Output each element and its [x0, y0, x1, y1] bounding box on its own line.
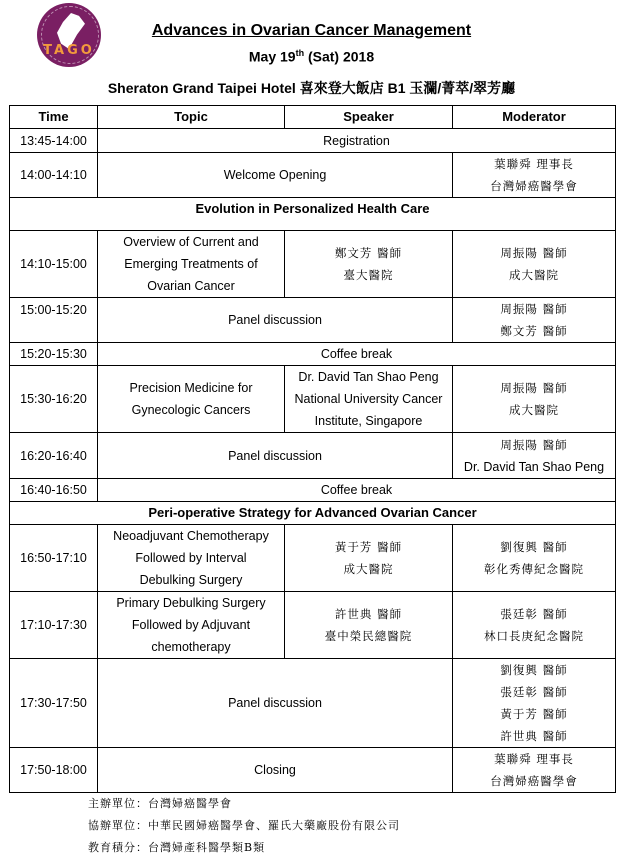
time-cell: 17:50-18:00 [10, 748, 98, 793]
time-cell: 16:40-16:50 [10, 479, 98, 502]
moderator-cell: 張廷彰 醫師 林口長庚紀念醫院 [453, 592, 616, 659]
speaker-cell: 黃于芳 醫師 成大醫院 [285, 525, 453, 592]
topic-cell: Neoadjuvant Chemotherapy Followed by Interval Debulking Surgery [98, 525, 285, 592]
table-row [10, 153, 616, 198]
credits-line: 教育積分：台灣婦產科醫學類B類 [88, 841, 266, 854]
table-row [10, 129, 616, 153]
topic-cell: Primary Debulking Surgery Followed by Adjuvant chemotherapy [98, 592, 285, 659]
logo-text: TAGO [43, 43, 95, 58]
table-row [10, 479, 616, 502]
time-cell: 15:20-15:30 [10, 343, 98, 366]
session-cell: Closing [98, 748, 453, 793]
table-header-row [10, 106, 616, 129]
table-row [10, 592, 616, 659]
co-organizer-line: 協辦單位：中華民國婦癌醫學會、羅氏大藥廠股份有限公司 [88, 819, 400, 832]
time-cell: 16:20-16:40 [10, 433, 98, 479]
section-title: Evolution in Personalized Health Care [10, 198, 616, 231]
agenda-table [9, 105, 616, 793]
speaker-cell: 鄭文芳 醫師 臺大醫院 [285, 231, 453, 298]
time-cell: 15:00-15:20 [10, 298, 98, 343]
session-cell: Panel discussion [98, 433, 453, 479]
speaker-cell: Dr. David Tan Shao Peng National University Cancer Institute, Singapore [285, 366, 453, 433]
session-cell: Registration [98, 129, 616, 153]
event-date: May 19th (Sat) 2018 [248, 48, 375, 65]
moderator-cell: 葉聯舜 理事長 台灣婦癌醫學會 [453, 153, 616, 198]
moderator-cell: 劉復興 醫師 張廷彰 醫師 黃于芳 醫師 許世典 醫師 [453, 659, 616, 748]
time-cell: 13:45-14:00 [10, 129, 98, 153]
col-speaker: Speaker [285, 106, 453, 129]
moderator-cell: 周振陽 醫師 成大醫院 [453, 231, 616, 298]
table-row [10, 659, 616, 748]
col-moderator: Moderator [453, 106, 616, 129]
table-row [10, 433, 616, 479]
organizer-line: 主辦單位：台灣婦癌醫學會 [88, 797, 232, 810]
topic-cell: Overview of Current and Emerging Treatments of Ovarian Cancer [98, 231, 285, 298]
section-row [10, 198, 616, 231]
time-cell: 15:30-16:20 [10, 366, 98, 433]
moderator-cell: 葉聯舜 理事長 台灣婦癌醫學會 [453, 748, 616, 793]
session-cell: Panel discussion [98, 659, 453, 748]
session-cell: Panel discussion [98, 298, 453, 343]
time-cell: 16:50-17:10 [10, 525, 98, 592]
moderator-cell: 周振陽 醫師 鄭文芳 醫師 [453, 298, 616, 343]
table-row [10, 366, 616, 433]
section-row [10, 502, 616, 525]
session-cell: Coffee break [98, 343, 616, 366]
table-row [10, 343, 616, 366]
topic-cell: Precision Medicine for Gynecologic Cancers [98, 366, 285, 433]
section-title: Peri-operative Strategy for Advanced Ovarian Cancer [10, 502, 616, 525]
moderator-cell: 劉復興 醫師 彰化秀傳紀念醫院 [453, 525, 616, 592]
footer-notes [88, 793, 400, 859]
session-cell: Welcome Opening [98, 153, 453, 198]
time-cell: 17:30-17:50 [10, 659, 98, 748]
moderator-cell: 周振陽 醫師 成大醫院 [453, 366, 616, 433]
time-cell: 14:10-15:00 [10, 231, 98, 298]
col-topic: Topic [98, 106, 285, 129]
table-row [10, 748, 616, 793]
table-row [10, 525, 616, 592]
page-title: Advances in Ovarian Cancer Management [151, 22, 472, 39]
event-venue: Sheraton Grand Taipei Hotel 喜來登大飯店 B1 玉瀾/菁萃/翠芳廳 [107, 80, 516, 96]
table-row [10, 298, 616, 343]
speaker-cell: 許世典 醫師 臺中榮民總醫院 [285, 592, 453, 659]
time-cell: 14:00-14:10 [10, 153, 98, 198]
moderator-cell: 周振陽 醫師 Dr. David Tan Shao Peng [453, 433, 616, 479]
session-cell: Coffee break [98, 479, 616, 502]
col-time: Time [10, 106, 98, 129]
time-cell: 17:10-17:30 [10, 592, 98, 659]
table-row [10, 231, 616, 298]
